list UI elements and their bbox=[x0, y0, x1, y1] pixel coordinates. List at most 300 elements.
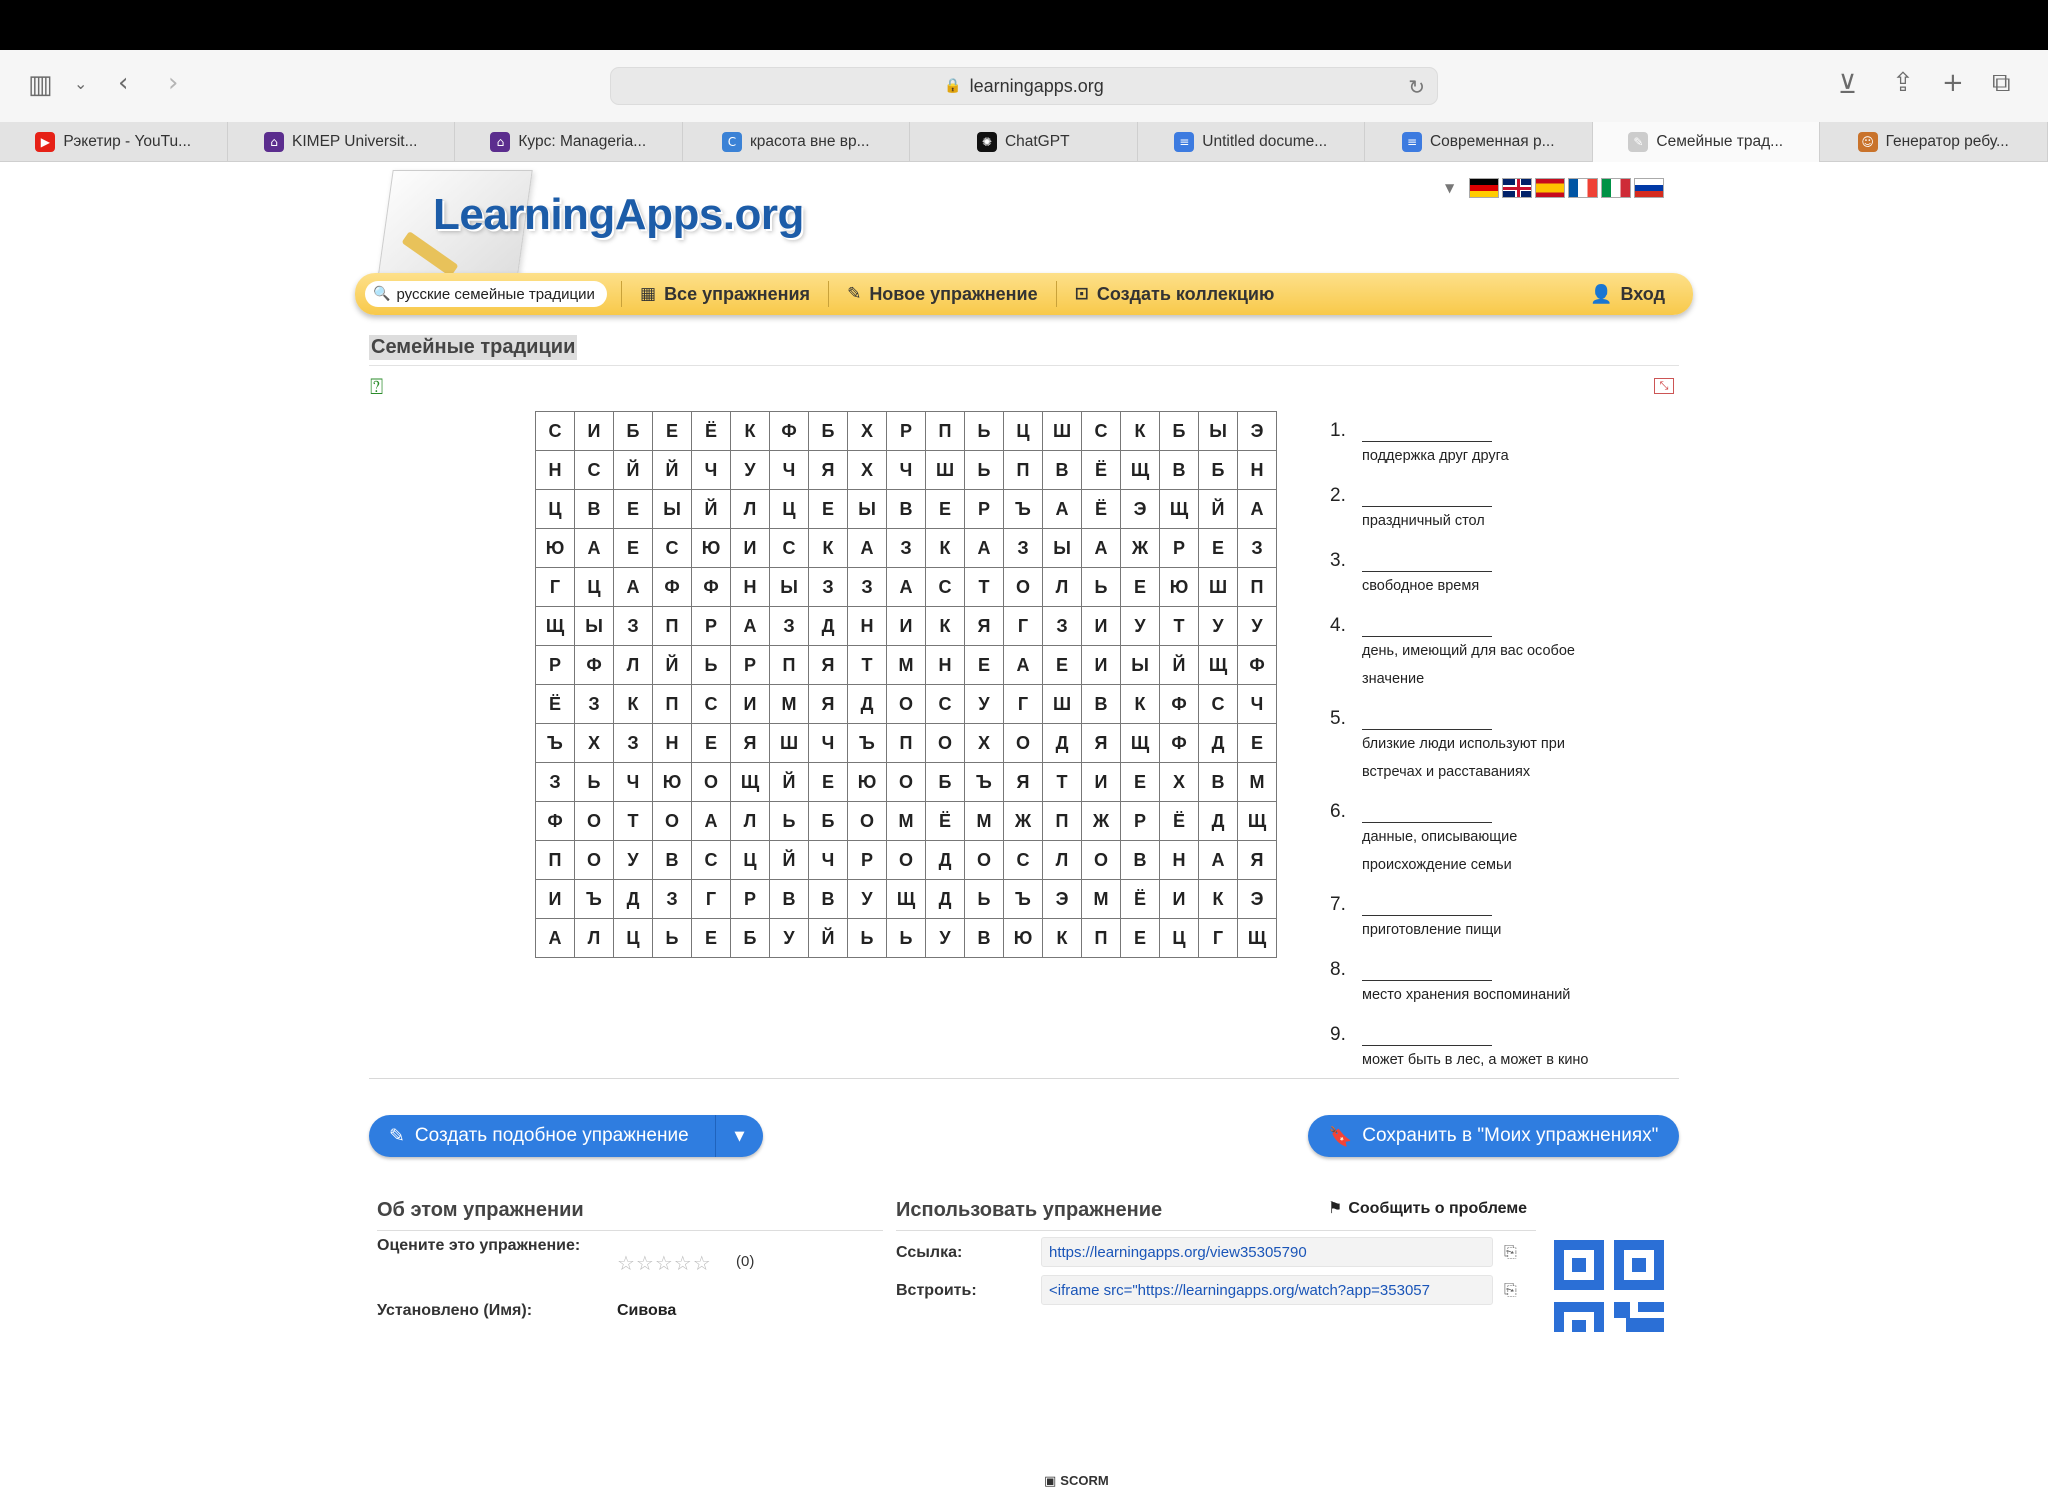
grid-cell[interactable]: О bbox=[887, 841, 926, 880]
grid-cell[interactable]: О bbox=[575, 802, 614, 841]
grid-cell[interactable]: З bbox=[653, 880, 692, 919]
grid-cell[interactable]: П bbox=[1043, 802, 1082, 841]
grid-cell[interactable]: Е bbox=[1043, 646, 1082, 685]
grid-cell[interactable]: Н bbox=[653, 724, 692, 763]
grid-cell[interactable]: В bbox=[1043, 451, 1082, 490]
grid-cell[interactable]: Ш bbox=[1043, 685, 1082, 724]
grid-cell[interactable]: Р bbox=[1160, 529, 1199, 568]
grid-cell[interactable]: К bbox=[809, 529, 848, 568]
grid-cell[interactable]: А bbox=[1082, 529, 1121, 568]
grid-cell[interactable]: Я bbox=[965, 607, 1004, 646]
grid-cell[interactable]: Ё bbox=[536, 685, 575, 724]
grid-cell[interactable]: Т bbox=[848, 646, 887, 685]
grid-cell[interactable]: В bbox=[1082, 685, 1121, 724]
grid-cell[interactable]: Е bbox=[692, 919, 731, 958]
link-field[interactable]: https://learningapps.org/view35305790 bbox=[1041, 1237, 1493, 1267]
grid-cell[interactable]: К bbox=[1043, 919, 1082, 958]
grid-cell[interactable]: Ё bbox=[1082, 451, 1121, 490]
grid-cell[interactable]: Ё bbox=[692, 412, 731, 451]
grid-cell[interactable]: Ь bbox=[965, 412, 1004, 451]
grid-cell[interactable]: А bbox=[848, 529, 887, 568]
grid-cell[interactable]: О bbox=[1004, 568, 1043, 607]
embed-field[interactable]: <iframe src="https://learningapps.org/watch?app=353057 bbox=[1041, 1275, 1493, 1305]
answer-blank[interactable] bbox=[1362, 961, 1492, 981]
grid-cell[interactable]: З bbox=[575, 685, 614, 724]
grid-cell[interactable]: Е bbox=[809, 763, 848, 802]
grid-cell[interactable]: Ъ bbox=[575, 880, 614, 919]
grid-cell[interactable]: К bbox=[1199, 880, 1238, 919]
grid-cell[interactable]: П bbox=[653, 607, 692, 646]
grid-cell[interactable]: Е bbox=[809, 490, 848, 529]
tab-7[interactable] bbox=[1365, 122, 1593, 162]
grid-cell[interactable]: М bbox=[887, 646, 926, 685]
grid-cell[interactable]: Ы bbox=[1121, 646, 1160, 685]
tab-3[interactable] bbox=[455, 122, 683, 162]
grid-cell[interactable]: Щ bbox=[1238, 802, 1277, 841]
grid-cell[interactable]: Ц bbox=[614, 919, 653, 958]
grid-cell[interactable]: З bbox=[848, 568, 887, 607]
grid-cell[interactable]: Е bbox=[1238, 724, 1277, 763]
grid-cell[interactable]: Д bbox=[926, 841, 965, 880]
grid-cell[interactable]: М bbox=[965, 802, 1004, 841]
grid-cell[interactable]: П bbox=[653, 685, 692, 724]
grid-cell[interactable]: К bbox=[731, 412, 770, 451]
grid-cell[interactable]: Ю bbox=[848, 763, 887, 802]
grid-cell[interactable]: О bbox=[692, 763, 731, 802]
grid-cell[interactable]: Р bbox=[731, 880, 770, 919]
grid-cell[interactable]: Ъ bbox=[536, 724, 575, 763]
tab-2[interactable] bbox=[228, 122, 456, 162]
grid-cell[interactable]: Д bbox=[1043, 724, 1082, 763]
grid-cell[interactable]: Э bbox=[1238, 880, 1277, 919]
grid-cell[interactable]: Ё bbox=[1121, 880, 1160, 919]
grid-cell[interactable]: У bbox=[731, 451, 770, 490]
grid-cell[interactable]: Й bbox=[692, 490, 731, 529]
report-problem-link[interactable] bbox=[1328, 1198, 1527, 1218]
grid-cell[interactable]: Ь bbox=[965, 880, 1004, 919]
grid-cell[interactable]: З bbox=[1043, 607, 1082, 646]
back-icon[interactable]: ‹ bbox=[118, 68, 129, 98]
grid-cell[interactable]: Ь bbox=[848, 919, 887, 958]
grid-cell[interactable]: Ж bbox=[1121, 529, 1160, 568]
grid-cell[interactable]: Й bbox=[809, 919, 848, 958]
grid-cell[interactable]: Д bbox=[926, 880, 965, 919]
word-search-grid[interactable] bbox=[535, 411, 1277, 958]
grid-cell[interactable]: Й bbox=[770, 841, 809, 880]
grid-cell[interactable]: Ь bbox=[653, 919, 692, 958]
grid-cell[interactable]: Ы bbox=[1043, 529, 1082, 568]
grid-cell[interactable]: Э bbox=[1043, 880, 1082, 919]
grid-cell[interactable]: Д bbox=[1199, 802, 1238, 841]
grid-cell[interactable]: С bbox=[1199, 685, 1238, 724]
grid-cell[interactable]: Я bbox=[1082, 724, 1121, 763]
grid-cell[interactable]: Н bbox=[536, 451, 575, 490]
grid-cell[interactable]: О bbox=[965, 841, 1004, 880]
grid-cell[interactable]: Ч bbox=[809, 724, 848, 763]
grid-cell[interactable]: Я bbox=[731, 724, 770, 763]
answer-blank[interactable] bbox=[1362, 710, 1492, 730]
grid-cell[interactable]: Й bbox=[1160, 646, 1199, 685]
grid-cell[interactable]: Л bbox=[731, 490, 770, 529]
forward-icon[interactable]: › bbox=[168, 68, 179, 98]
grid-cell[interactable]: Е bbox=[1121, 919, 1160, 958]
grid-cell[interactable]: У bbox=[926, 919, 965, 958]
grid-cell[interactable]: О bbox=[1004, 724, 1043, 763]
grid-cell[interactable]: Ю bbox=[1160, 568, 1199, 607]
grid-cell[interactable]: О bbox=[1082, 841, 1121, 880]
grid-cell[interactable]: П bbox=[1004, 451, 1043, 490]
grid-cell[interactable]: Ы bbox=[770, 568, 809, 607]
flag-es-icon[interactable] bbox=[1535, 178, 1565, 198]
language-selector[interactable] bbox=[1445, 178, 1664, 198]
grid-cell[interactable]: О bbox=[887, 763, 926, 802]
grid-cell[interactable]: Ё bbox=[1160, 802, 1199, 841]
answer-blank[interactable] bbox=[1362, 487, 1492, 507]
grid-cell[interactable]: В bbox=[887, 490, 926, 529]
grid-cell[interactable]: В bbox=[1199, 763, 1238, 802]
grid-cell[interactable]: Ь bbox=[1082, 568, 1121, 607]
grid-cell[interactable]: Е bbox=[614, 490, 653, 529]
grid-cell[interactable]: У bbox=[1238, 607, 1277, 646]
grid-cell[interactable]: Ъ bbox=[1004, 880, 1043, 919]
grid-cell[interactable]: Й bbox=[653, 646, 692, 685]
grid-cell[interactable]: Й bbox=[653, 451, 692, 490]
grid-cell[interactable]: Э bbox=[1121, 490, 1160, 529]
grid-cell[interactable]: Н bbox=[1160, 841, 1199, 880]
grid-cell[interactable]: Ь bbox=[575, 763, 614, 802]
grid-cell[interactable]: И bbox=[1082, 763, 1121, 802]
grid-cell[interactable]: Л bbox=[1043, 841, 1082, 880]
grid-cell[interactable]: Ю bbox=[653, 763, 692, 802]
grid-cell[interactable]: Р bbox=[1121, 802, 1160, 841]
grid-cell[interactable]: Ь bbox=[692, 646, 731, 685]
grid-cell[interactable]: С bbox=[692, 685, 731, 724]
grid-cell[interactable]: Ё bbox=[926, 802, 965, 841]
grid-cell[interactable]: Ю bbox=[1004, 919, 1043, 958]
grid-cell[interactable]: К bbox=[1121, 685, 1160, 724]
grid-cell[interactable]: А bbox=[731, 607, 770, 646]
grid-cell[interactable]: В bbox=[965, 919, 1004, 958]
grid-cell[interactable]: Е bbox=[653, 412, 692, 451]
grid-cell[interactable]: Я bbox=[809, 685, 848, 724]
grid-cell[interactable]: К bbox=[1121, 412, 1160, 451]
grid-cell[interactable]: Ц bbox=[536, 490, 575, 529]
grid-cell[interactable]: С bbox=[692, 841, 731, 880]
grid-cell[interactable]: В bbox=[1160, 451, 1199, 490]
chevron-down-icon[interactable]: ⌄ bbox=[74, 74, 88, 93]
answer-blank[interactable] bbox=[1362, 803, 1492, 823]
grid-cell[interactable]: К bbox=[614, 685, 653, 724]
save-to-my-exercises-button[interactable] bbox=[1308, 1115, 1679, 1157]
grid-cell[interactable]: О bbox=[887, 685, 926, 724]
grid-cell[interactable]: М bbox=[1238, 763, 1277, 802]
grid-cell[interactable]: О bbox=[575, 841, 614, 880]
grid-cell[interactable]: З bbox=[770, 607, 809, 646]
grid-cell[interactable]: М bbox=[1082, 880, 1121, 919]
grid-cell[interactable]: Л bbox=[614, 646, 653, 685]
grid-cell[interactable]: Е bbox=[926, 490, 965, 529]
grid-cell[interactable]: С bbox=[536, 412, 575, 451]
grid-cell[interactable]: С bbox=[926, 685, 965, 724]
grid-cell[interactable]: Р bbox=[848, 841, 887, 880]
grid-cell[interactable]: Л bbox=[731, 802, 770, 841]
grid-cell[interactable]: Ц bbox=[1004, 412, 1043, 451]
grid-cell[interactable]: В bbox=[809, 880, 848, 919]
grid-cell[interactable]: Б bbox=[1199, 451, 1238, 490]
grid-cell[interactable]: Ц bbox=[575, 568, 614, 607]
copy-icon[interactable]: ⎘ bbox=[1504, 1242, 1517, 1261]
grid-cell[interactable]: А bbox=[965, 529, 1004, 568]
grid-cell[interactable]: Ж bbox=[1082, 802, 1121, 841]
grid-cell[interactable]: Б bbox=[614, 412, 653, 451]
grid-cell[interactable]: П bbox=[1238, 568, 1277, 607]
grid-cell[interactable]: А bbox=[614, 568, 653, 607]
grid-cell[interactable]: А bbox=[575, 529, 614, 568]
grid-cell[interactable]: С bbox=[575, 451, 614, 490]
grid-cell[interactable]: Ц bbox=[770, 490, 809, 529]
answer-blank[interactable] bbox=[1362, 1026, 1492, 1046]
grid-cell[interactable]: Н bbox=[926, 646, 965, 685]
scorm-download-link[interactable] bbox=[1044, 1473, 1109, 1489]
grid-cell[interactable]: Я bbox=[809, 646, 848, 685]
grid-cell[interactable]: Я bbox=[809, 451, 848, 490]
grid-cell[interactable]: Х bbox=[965, 724, 1004, 763]
grid-cell[interactable]: Я bbox=[1238, 841, 1277, 880]
qr-code[interactable] bbox=[1554, 1240, 1666, 1332]
tab-overview-icon[interactable]: ⧉ bbox=[1992, 68, 2011, 98]
grid-cell[interactable]: И bbox=[731, 685, 770, 724]
flag-ru-icon[interactable] bbox=[1634, 178, 1664, 198]
grid-cell[interactable]: Ч bbox=[614, 763, 653, 802]
grid-cell[interactable]: О bbox=[653, 802, 692, 841]
grid-cell[interactable]: К bbox=[926, 607, 965, 646]
grid-cell[interactable]: Ф bbox=[1160, 685, 1199, 724]
grid-cell[interactable]: Щ bbox=[1199, 646, 1238, 685]
tab-9[interactable] bbox=[1820, 122, 2048, 162]
grid-cell[interactable]: Э bbox=[1238, 412, 1277, 451]
grid-cell[interactable]: З bbox=[1004, 529, 1043, 568]
grid-cell[interactable]: С bbox=[653, 529, 692, 568]
grid-cell[interactable]: Р bbox=[887, 412, 926, 451]
answer-blank[interactable] bbox=[1362, 896, 1492, 916]
grid-cell[interactable]: О bbox=[926, 724, 965, 763]
grid-cell[interactable]: Т bbox=[614, 802, 653, 841]
tab-4[interactable] bbox=[683, 122, 911, 162]
grid-cell[interactable]: Д bbox=[1199, 724, 1238, 763]
grid-cell[interactable]: К bbox=[926, 529, 965, 568]
grid-cell[interactable]: Д bbox=[848, 685, 887, 724]
create-similar-button[interactable] bbox=[369, 1115, 763, 1157]
grid-cell[interactable]: Ф bbox=[770, 412, 809, 451]
share-icon[interactable]: ⇪ bbox=[1892, 68, 1914, 98]
grid-cell[interactable]: Ш bbox=[1043, 412, 1082, 451]
fullscreen-icon[interactable]: ⤡ bbox=[1654, 378, 1674, 394]
grid-cell[interactable]: З bbox=[614, 724, 653, 763]
grid-cell[interactable]: Щ bbox=[1121, 724, 1160, 763]
grid-cell[interactable]: Ы bbox=[653, 490, 692, 529]
grid-cell[interactable]: У bbox=[1121, 607, 1160, 646]
flag-fr-icon[interactable] bbox=[1568, 178, 1598, 198]
grid-cell[interactable]: М bbox=[770, 685, 809, 724]
triangle-down-icon[interactable]: ▼ bbox=[1445, 181, 1455, 195]
grid-cell[interactable]: О bbox=[848, 802, 887, 841]
site-logo[interactable]: LearningApps.org bbox=[433, 190, 804, 239]
grid-cell[interactable]: А bbox=[692, 802, 731, 841]
grid-cell[interactable]: Щ bbox=[887, 880, 926, 919]
grid-cell[interactable]: З bbox=[809, 568, 848, 607]
grid-cell[interactable]: Ф bbox=[653, 568, 692, 607]
grid-cell[interactable]: Е bbox=[692, 724, 731, 763]
grid-cell[interactable]: В bbox=[653, 841, 692, 880]
grid-cell[interactable]: Е bbox=[1199, 529, 1238, 568]
grid-cell[interactable]: Ц bbox=[1160, 919, 1199, 958]
grid-cell[interactable]: Р bbox=[731, 646, 770, 685]
grid-cell[interactable]: П bbox=[887, 724, 926, 763]
flag-it-icon[interactable] bbox=[1601, 178, 1631, 198]
grid-cell[interactable]: Р bbox=[536, 646, 575, 685]
grid-cell[interactable]: Г bbox=[692, 880, 731, 919]
grid-cell[interactable]: Л bbox=[1043, 568, 1082, 607]
tab-5[interactable] bbox=[910, 122, 1138, 162]
tab-8[interactable] bbox=[1593, 122, 1821, 162]
grid-cell[interactable]: Б bbox=[1160, 412, 1199, 451]
grid-cell[interactable]: З bbox=[614, 607, 653, 646]
grid-cell[interactable]: Ф bbox=[536, 802, 575, 841]
sidebar-toggle-icon[interactable]: ▥ bbox=[28, 70, 53, 100]
search-input[interactable] bbox=[365, 281, 607, 307]
grid-cell[interactable]: Щ bbox=[536, 607, 575, 646]
grid-cell[interactable]: Ы bbox=[1199, 412, 1238, 451]
grid-cell[interactable]: И bbox=[575, 412, 614, 451]
grid-cell[interactable]: Й bbox=[770, 763, 809, 802]
rating-stars[interactable]: ☆☆☆☆☆ bbox=[617, 1251, 712, 1275]
grid-cell[interactable]: Щ bbox=[731, 763, 770, 802]
grid-cell[interactable]: П bbox=[536, 841, 575, 880]
grid-cell[interactable]: С bbox=[926, 568, 965, 607]
answer-blank[interactable] bbox=[1362, 552, 1492, 572]
grid-cell[interactable]: З bbox=[1238, 529, 1277, 568]
grid-cell[interactable]: Й bbox=[614, 451, 653, 490]
grid-cell[interactable]: И bbox=[731, 529, 770, 568]
grid-cell[interactable]: И bbox=[1082, 607, 1121, 646]
grid-cell[interactable]: Е bbox=[965, 646, 1004, 685]
grid-cell[interactable]: Ч bbox=[1238, 685, 1277, 724]
grid-cell[interactable]: С bbox=[1004, 841, 1043, 880]
grid-cell[interactable]: Я bbox=[1004, 763, 1043, 802]
grid-cell[interactable]: А bbox=[536, 919, 575, 958]
flag-uk-icon[interactable] bbox=[1502, 178, 1532, 198]
grid-cell[interactable]: А bbox=[1043, 490, 1082, 529]
grid-cell[interactable]: Щ bbox=[1160, 490, 1199, 529]
grid-cell[interactable]: Ф bbox=[1238, 646, 1277, 685]
caret-down-icon[interactable]: ▼ bbox=[715, 1115, 763, 1157]
grid-cell[interactable]: Ч bbox=[692, 451, 731, 490]
flag-de-icon[interactable] bbox=[1469, 178, 1499, 198]
grid-cell[interactable]: Н bbox=[848, 607, 887, 646]
grid-cell[interactable]: А bbox=[1238, 490, 1277, 529]
grid-cell[interactable]: Ц bbox=[731, 841, 770, 880]
grid-cell[interactable]: Ш bbox=[770, 724, 809, 763]
help-icon[interactable]: ⍰ bbox=[370, 375, 384, 400]
download-icon[interactable]: ⊻ bbox=[1838, 70, 1858, 100]
grid-cell[interactable]: Г bbox=[1004, 685, 1043, 724]
grid-cell[interactable]: Б bbox=[926, 763, 965, 802]
nav-create-collection[interactable] bbox=[1056, 281, 1293, 307]
reload-icon[interactable]: ↻ bbox=[1408, 75, 1425, 99]
grid-cell[interactable]: Ш bbox=[926, 451, 965, 490]
grid-cell[interactable]: Ф bbox=[1160, 724, 1199, 763]
nav-all-exercises[interactable] bbox=[621, 281, 828, 307]
grid-cell[interactable]: Г bbox=[1004, 607, 1043, 646]
grid-cell[interactable]: Ф bbox=[692, 568, 731, 607]
grid-cell[interactable]: Щ bbox=[1238, 919, 1277, 958]
grid-cell[interactable]: Щ bbox=[1121, 451, 1160, 490]
grid-cell[interactable]: Ч bbox=[887, 451, 926, 490]
grid-cell[interactable]: Х bbox=[848, 412, 887, 451]
grid-cell[interactable]: В bbox=[770, 880, 809, 919]
grid-cell[interactable]: Ч bbox=[770, 451, 809, 490]
grid-cell[interactable]: А bbox=[1199, 841, 1238, 880]
grid-cell[interactable]: Р bbox=[965, 490, 1004, 529]
grid-cell[interactable]: Ъ bbox=[1004, 490, 1043, 529]
grid-cell[interactable]: Г bbox=[536, 568, 575, 607]
grid-cell[interactable]: П bbox=[770, 646, 809, 685]
grid-cell[interactable]: Д bbox=[614, 880, 653, 919]
grid-cell[interactable]: Т bbox=[1160, 607, 1199, 646]
grid-cell[interactable]: З bbox=[887, 529, 926, 568]
grid-cell[interactable]: У bbox=[1199, 607, 1238, 646]
grid-cell[interactable]: А bbox=[1004, 646, 1043, 685]
grid-cell[interactable]: Ы bbox=[575, 607, 614, 646]
grid-cell[interactable]: Ф bbox=[575, 646, 614, 685]
grid-cell[interactable]: Ь bbox=[887, 919, 926, 958]
nav-new-exercise[interactable] bbox=[828, 281, 1056, 307]
grid-cell[interactable]: Т bbox=[1043, 763, 1082, 802]
grid-cell[interactable]: П bbox=[926, 412, 965, 451]
grid-cell[interactable]: Ь bbox=[770, 802, 809, 841]
grid-cell[interactable]: Х bbox=[1160, 763, 1199, 802]
grid-cell[interactable]: М bbox=[887, 802, 926, 841]
grid-cell[interactable]: Н bbox=[731, 568, 770, 607]
grid-cell[interactable]: Х bbox=[575, 724, 614, 763]
grid-cell[interactable]: Ч bbox=[809, 841, 848, 880]
grid-cell[interactable]: Ё bbox=[1082, 490, 1121, 529]
grid-cell[interactable]: В bbox=[1121, 841, 1160, 880]
grid-cell[interactable]: Ш bbox=[1199, 568, 1238, 607]
grid-cell[interactable]: Е bbox=[614, 529, 653, 568]
grid-cell[interactable]: Й bbox=[1199, 490, 1238, 529]
grid-cell[interactable]: Ю bbox=[536, 529, 575, 568]
address-bar[interactable] bbox=[610, 67, 1438, 105]
grid-cell[interactable]: И bbox=[536, 880, 575, 919]
grid-cell[interactable]: П bbox=[1082, 919, 1121, 958]
grid-cell[interactable]: Ь bbox=[965, 451, 1004, 490]
grid-cell[interactable]: У bbox=[965, 685, 1004, 724]
grid-cell[interactable]: Ю bbox=[692, 529, 731, 568]
grid-cell[interactable]: Ъ bbox=[965, 763, 1004, 802]
grid-cell[interactable]: Б bbox=[731, 919, 770, 958]
copy-icon[interactable]: ⎘ bbox=[1504, 1280, 1517, 1299]
grid-cell[interactable]: Ж bbox=[1004, 802, 1043, 841]
grid-cell[interactable]: С bbox=[1082, 412, 1121, 451]
grid-cell[interactable]: Ы bbox=[848, 490, 887, 529]
tab-6[interactable] bbox=[1138, 122, 1366, 162]
grid-cell[interactable]: С bbox=[770, 529, 809, 568]
grid-cell[interactable]: Т bbox=[965, 568, 1004, 607]
grid-cell[interactable]: Д bbox=[809, 607, 848, 646]
grid-cell[interactable]: Б bbox=[809, 802, 848, 841]
grid-cell[interactable]: У bbox=[770, 919, 809, 958]
